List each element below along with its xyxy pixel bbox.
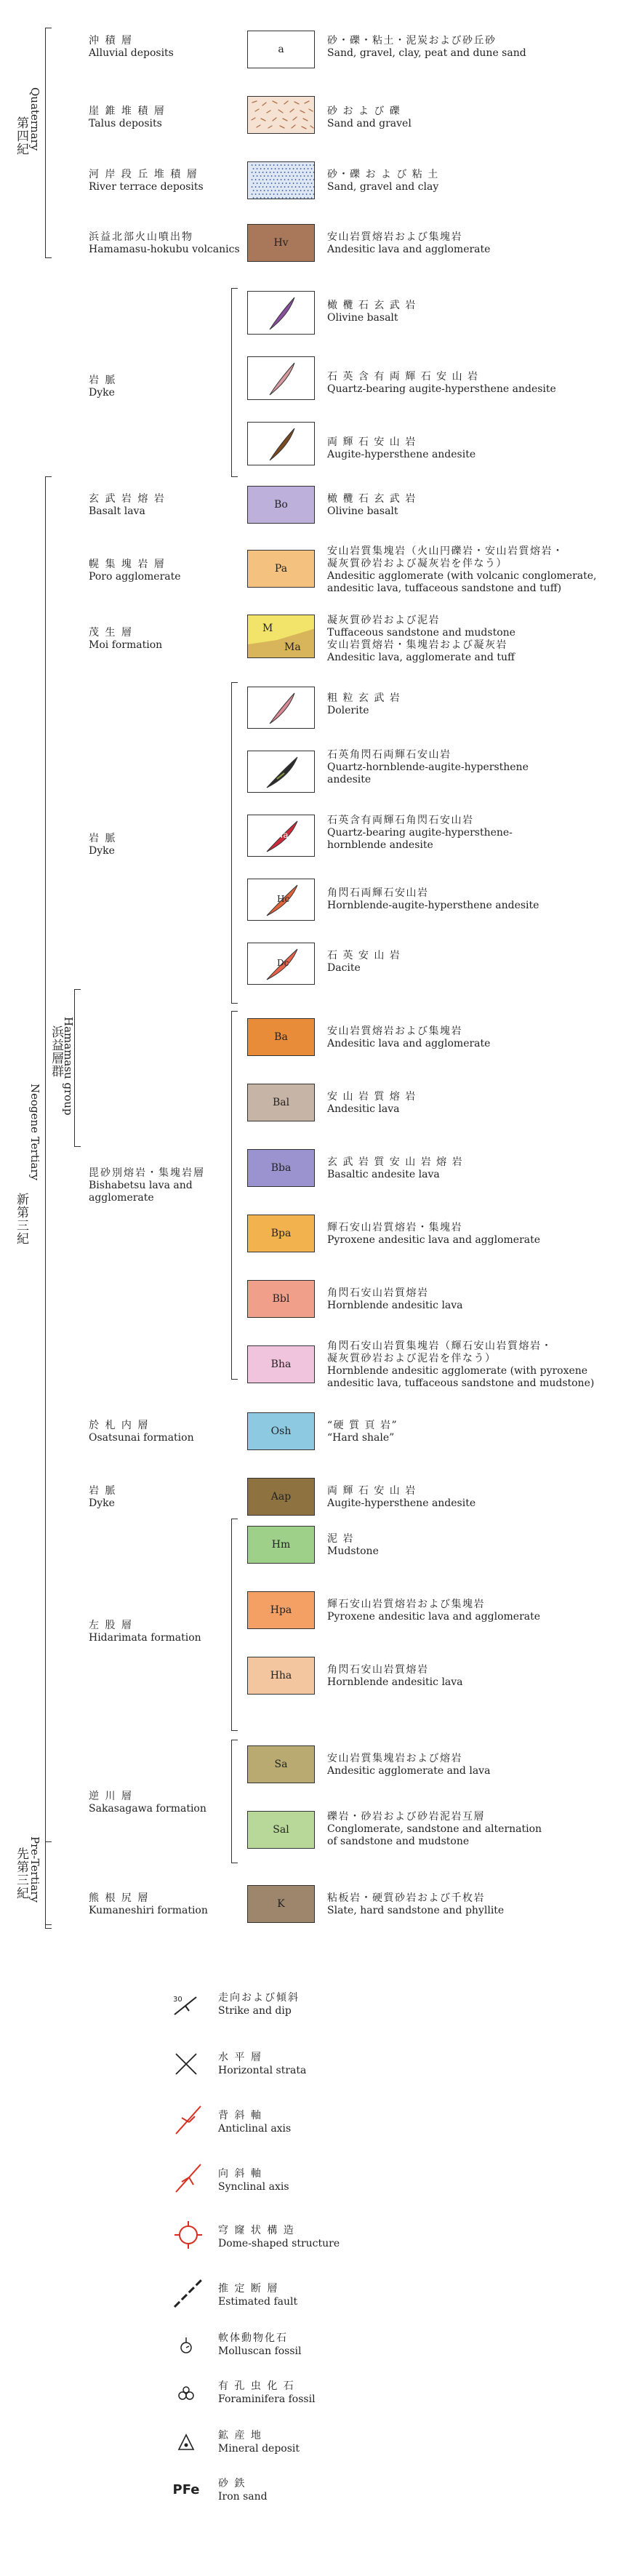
formation-dyke3: 岩 脈 Dyke (89, 1485, 117, 1509)
quaternary-bracket (45, 28, 52, 258)
legend-box-terrace (247, 161, 315, 199)
legend-box-bba: Bba (247, 1149, 315, 1187)
synclinal-axis-icon (172, 2161, 205, 2195)
legend-box-dyke-quartz-augite (247, 356, 315, 400)
hamamasu-label-en: Hamamasu group (62, 1017, 75, 1116)
legend-box-ba: Ba (247, 1018, 315, 1056)
hidarimata-bracket (231, 1519, 238, 1731)
dyke1-bracket (231, 288, 238, 477)
legend-horizontal-strata: 水 平 層 Horizontal strata (218, 2052, 307, 2076)
legend-box-alluvial: a (247, 31, 315, 68)
formation-kumaneshiri: 熊 根 尻 層 Kumaneshiri formation (89, 1892, 208, 1916)
desc-dyke-qahh: 石英含有両輝石角閃石安山岩 Quartz-bearing augite-hypersthene- hornblende andesite (327, 815, 513, 851)
hamamasu-label-jp: 浜益層群 (49, 1025, 63, 1078)
formation-bishabetsu: 毘砂別熔岩・集塊岩層 Bishabetsu lava and agglomerate (89, 1167, 205, 1204)
desc-sal: 礫岩・砂岩および砂岩泥岩互層 Conglomerate, sandstone and alternation of sandstone and mudstone (327, 1811, 542, 1847)
desc-bal: 安 山 岩 質 熔 岩 Andesitic lava (327, 1091, 417, 1115)
dome-structure-icon (172, 2218, 205, 2252)
legend-dome-structure: 穹 窿 状 構 造 Dome-shaped structure (218, 2225, 340, 2249)
legend-code-dyke-hah: Hc (277, 894, 290, 904)
mineral-deposit-icon (172, 2428, 201, 2457)
desc-dyke-dacite: 石 英 安 山 岩 Dacite (327, 950, 401, 974)
neogene-label-jp: 新第三紀 (14, 1193, 28, 1245)
estimated-fault-icon (172, 2276, 205, 2310)
desc-dyke-qhah: 石英角閃石両輝石安山岩 Quartz-hornblende-augite-hypersthene andesite (327, 749, 529, 785)
legend-box-hha: Hha (247, 1657, 315, 1695)
legend-code-dyke-dacite: Dc (277, 958, 289, 968)
legend-box-pa: Pa (247, 550, 315, 588)
quaternary-label-en: Quaternary (28, 87, 41, 151)
desc-hm: 泥 岩 Mudstone (327, 1533, 379, 1557)
formation-alluvial: 沖 積 層 Alluvial deposits (89, 35, 174, 59)
desc-aap: 両 輝 石 安 山 岩 Augite-hypersthene andesite (327, 1485, 476, 1509)
desc-dyke-augite: 両 輝 石 安 山 岩 Augite-hypersthene andesite (327, 436, 476, 460)
legend-box-sa: Sa (247, 1745, 315, 1783)
formation-dyke1: 岩 脈 Dyke (89, 375, 117, 399)
desc-dyke-quartz-augite: 石 英 含 有 両 輝 石 安 山 岩 Quartz-bearing augite-hypersthene andesite (327, 371, 556, 395)
legend-mineral-deposit: 鉱 産 地 Mineral deposit (218, 2430, 300, 2455)
desc-sa: 安山岩質集塊岩および熔岩 Andesitic agglomerate and lava (327, 1753, 491, 1777)
legend-box-bpa: Bpa (247, 1215, 315, 1252)
desc-moi: 凝灰質砂岩および泥岩 Tuffaceous sandstone and mudstone 安山岩質熔岩・集塊岩および凝灰岩 Andesitic lava, agglomerate and tuff (327, 615, 515, 663)
desc-dyke-dolerite: 粗 粒 玄 武 岩 Dolerite (327, 692, 401, 716)
formation-poro: 幌 集 塊 岩 層 Poro agglomerate (89, 559, 181, 583)
legend-estimated-fault: 推 定 断 層 Estimated fault (218, 2283, 298, 2308)
legend-code-moi-m: M (262, 623, 273, 634)
desc-bba: 玄 武 岩 質 安 山 岩 熔 岩 Basaltic andesite lava (327, 1156, 464, 1180)
legend-box-k: K (247, 1885, 315, 1923)
legend-box-dyke-augite (247, 422, 315, 465)
desc-osh: “硬 質 頁 岩” “Hard shale” (327, 1420, 398, 1444)
legend-synclinal-axis: 向 斜 軸 Synclinal axis (218, 2168, 289, 2193)
desc-dyke-hah: 角閃石両輝石安山岩 Hornblende-augite-hypersthene andesite (327, 887, 539, 911)
legend-box-bo: Bo (247, 486, 315, 524)
desc-terrace: 砂・礫 お よ び 粘 土 Sand, gravel and clay (327, 169, 439, 193)
desc-bpa: 輝石安山岩質熔岩・集塊岩 Pyroxene andesitic lava and agglomerate (327, 1222, 541, 1246)
legend-anticlinal-axis: 背 斜 軸 Anticlinal axis (218, 2110, 292, 2135)
legend-code-dyke-qahh: Na (276, 830, 289, 840)
desc-bha: 角閃石安山岩質集塊岩（輝石安山岩質熔岩・ 凝灰質砂岩および泥岩を伴なう） Hornblende andesitic agglomerate (with pyroxene andesitic lava, tuffaceous sandstone and mudstone) (327, 1340, 595, 1389)
legend-box-dyke-dolerite (247, 687, 315, 729)
legend-molluscan-fossil: 軟体動物化石 Molluscan fossil (218, 2332, 302, 2357)
legend-box-sal: Sal (247, 1811, 315, 1849)
formation-moi: 茂 生 層 Moi formation (89, 627, 163, 651)
molluscan-fossil-icon (172, 2332, 201, 2361)
iron-sand-icon: PFe (172, 2482, 200, 2497)
neogene-bracket (45, 476, 52, 1925)
horizontal-strata-icon (172, 2049, 201, 2079)
desc-bbl: 角閃石安山岩質熔岩 Hornblende andesitic lava (327, 1287, 463, 1311)
legend-box-hv: Hv (247, 224, 315, 262)
formation-hidarimata: 左 股 層 Hidarimata formation (89, 1620, 201, 1644)
desc-hha: 角閃石安山岩質熔岩 Hornblende andesitic lava (327, 1664, 463, 1688)
strike-dip-value: 30 (173, 1996, 182, 2004)
desc-dyke-olivine-basalt: 橄 欖 石 玄 武 岩 Olivine basalt (327, 300, 417, 324)
dyke2-bracket (231, 682, 238, 1004)
foraminifera-fossil-icon (172, 2380, 201, 2409)
legend-box-dyke-dacite (247, 943, 315, 985)
legend-box-dyke-olivine-basalt (247, 291, 315, 335)
quaternary-label-jp: 第四紀 (14, 116, 28, 156)
pretertiary-bracket (45, 1841, 52, 1929)
legend-foraminifera-fossil: 有 孔 虫 化 石 Foraminifera fossil (218, 2380, 316, 2405)
sakasagawa-bracket (231, 1740, 238, 1863)
desc-ba: 安山岩質熔岩および集塊岩 Andesitic lava and agglomerate (327, 1025, 491, 1049)
desc-k: 粘板岩・硬質砂岩および千枚岩 Slate, hard sandstone and phyllite (327, 1892, 505, 1916)
formation-basalt-lava: 玄 武 岩 熔 岩 Basalt lava (89, 493, 166, 517)
formation-sakasagawa: 逆 川 層 Sakasagawa formation (89, 1791, 206, 1815)
legend-box-bal: Bal (247, 1084, 315, 1121)
pretertiary-label-jp: 先第三紀 (14, 1847, 28, 1900)
anticlinal-axis-icon (172, 2103, 205, 2137)
desc-alluvial: 砂・礫・粘土・泥炭および砂丘砂 Sand, gravel, clay, peat and dune sand (327, 35, 526, 59)
legend-box-dyke-hah (247, 879, 315, 921)
strike-dip-icon (172, 1991, 201, 2020)
legend-box-bha: Bha (247, 1345, 315, 1383)
formation-hv: 浜益北部火山噴出物 Hamamasu-hokubu volcanics (89, 231, 240, 255)
legend-box-hpa: Hpa (247, 1591, 315, 1629)
desc-pa: 安山岩質集塊岩（火山円礫岩・安山岩質熔岩・ 凝灰質砂岩および凝灰岩を伴なう） Andesitic agglomerate (with volcanic conglomerate, andesitic lava, tuffaceous sandstone and tuff) (327, 545, 597, 594)
desc-hpa: 輝石安山岩質熔岩および集塊岩 Pyroxene andesitic lava and agglomerate (327, 1599, 541, 1623)
desc-talus: 砂 お よ び 礫 Sand and gravel (327, 105, 412, 129)
neogene-label-en: Neogene Tertiary (28, 1084, 41, 1181)
hamamasu-bracket (74, 989, 81, 1147)
legend-box-dyke-qhah (247, 751, 315, 793)
desc-bo: 橄 欖 石 玄 武 岩 Olivine basalt (327, 493, 417, 517)
legend-strike-dip: 走向および傾斜 Strike and dip (218, 1992, 300, 2017)
legend-box-bbl: Bbl (247, 1280, 315, 1318)
formation-osatsunai: 於 札 内 層 Osatsunai formation (89, 1420, 194, 1444)
legend-iron-sand: 砂 鉄 Iron sand (218, 2478, 268, 2503)
legend-box-hm: Hm (247, 1526, 315, 1564)
legend-box-aap: Aap (247, 1478, 315, 1516)
formation-terrace: 河 岸 段 丘 堆 積 層 River terrace deposits (89, 169, 204, 193)
legend-box-talus (247, 96, 315, 134)
legend-code-moi-ma: Ma (284, 641, 301, 653)
legend-box-moi (247, 615, 315, 658)
bishabetsu-bracket (231, 1011, 238, 1380)
desc-hv: 安山岩質熔岩および集塊岩 Andesitic lava and agglomerate (327, 231, 491, 255)
formation-talus: 崖 錐 堆 積 層 Talus deposits (89, 105, 166, 129)
formation-dyke2: 岩 脈 Dyke (89, 833, 117, 857)
legend-box-dyke-qahh (247, 815, 315, 857)
legend-box-osh: Osh (247, 1412, 315, 1450)
pretertiary-label-en: Pre-Tertiary (28, 1836, 41, 1903)
